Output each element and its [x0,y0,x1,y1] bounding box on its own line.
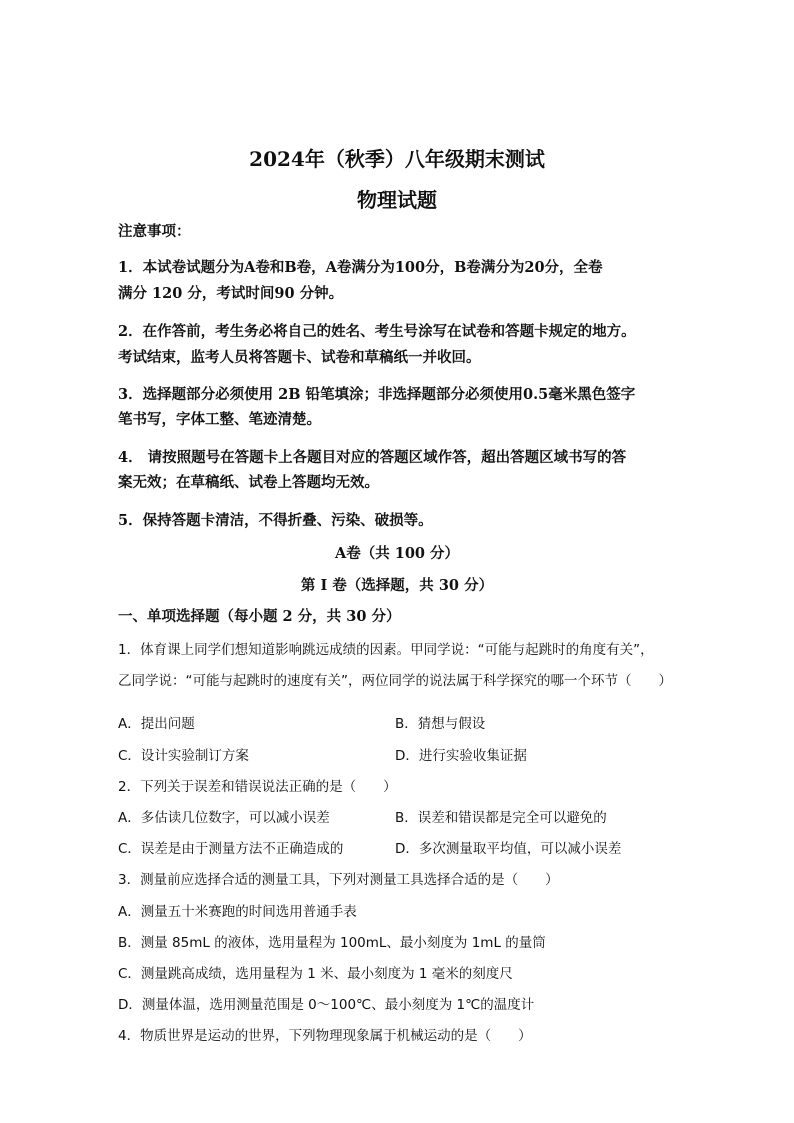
question-3-option-d: D．测量体温，选用测量范围是 0～100℃、最小刻度为 1℃的温度计 [118,997,535,1013]
question-2-option-c: C．误差是由于测量方法不正确造成的 [118,841,344,857]
notice-item-2-line1: 2．在作答前，考生务必将自己的姓名、考生号涂写在试卷和答题卡规定的地方。 [118,323,636,340]
question-3-option-c: C．测量跳高成绩，选用量程为 1 米、最小刻度为 1 毫米的刻度尺 [118,966,513,982]
question-3-stem: 3．测量前应选择合适的测量工具，下列对测量工具选择合适的是（ ） [118,872,559,888]
question-2-stem: 2．下列关于误差和错误说法正确的是（ ） [118,779,397,795]
question-1-option-b: B．猜想与假设 [395,716,486,732]
question-1-option-a: A．提出问题 [118,716,195,732]
notice-item-3-line2: 笔书写，字体工整、笔迹清楚。 [118,411,321,428]
subject-title: 物理试题 [357,188,437,212]
notice-heading: 注意事项： [118,223,191,240]
question-3-option-b: B．测量 85mL 的液体，选用量程为 100mL、最小刻度为 1mL 的量筒 [118,935,546,951]
question-3-option-a: A．测量五十米赛跑的时间选用普通手表 [118,904,357,920]
question-1-stem-line2: 乙同学说：“可能与起跳时的速度有关”，两位同学的说法属于科学探究的哪一个环节（ ） [118,673,672,689]
single-choice-heading: 一、单项选择题（每小题 2 分，共 30 分） [118,608,401,625]
notice-item-1-line2: 满分 120 分，考试时间90 分钟。 [118,285,344,302]
section-a-title: A卷（共 100 分） [334,545,460,562]
question-1-option-d: D．进行实验收集证据 [395,748,527,764]
notice-item-5: 5．保持答题卡清洁，不得折叠、污染、破损等。 [118,512,433,529]
notice-item-1-line1: 1．本试卷试题分为A卷和B卷，A卷满分为100分，B卷满分为20分，全卷 [118,259,603,276]
question-1-option-c: C．设计实验制订方案 [118,748,249,764]
question-1-stem-line1: 1．体育课上同学们想知道影响跳远成绩的因素。甲同学说：“可能与起跳时的角度有关”， [118,642,654,658]
notice-item-4-line2: 案无效；在草稿纸、试卷上答题均无效。 [118,474,379,491]
question-2-option-d: D．多次测量取平均值，可以减小误差 [395,841,622,857]
question-2-option-b: B．误差和错误都是完全可以避免的 [395,810,607,826]
part-1-title: 第 I 卷（选择题，共 30 分） [300,577,494,594]
notice-item-4-line1: 4． 请按照题号在答题卡上各题目对应的答题区域作答，超出答题区域书写的答 [118,449,627,466]
notice-item-3-line1: 3．选择题部分必须使用 2B 铅笔填涂；非选择题部分必须使用0.5毫米黑色签字 [118,386,636,403]
question-4-stem: 4．物质世界是运动的世界，下列物理现象属于机械运动的是（ ） [118,1028,532,1044]
question-2-option-a: A．多估读几位数字，可以减小误差 [118,810,330,826]
exam-title: 2024年（秋季）八年级期末测试 [249,147,545,171]
notice-item-2-line2: 考试结束，监考人员将答题卡、试卷和草稿纸一并收回。 [118,349,481,366]
